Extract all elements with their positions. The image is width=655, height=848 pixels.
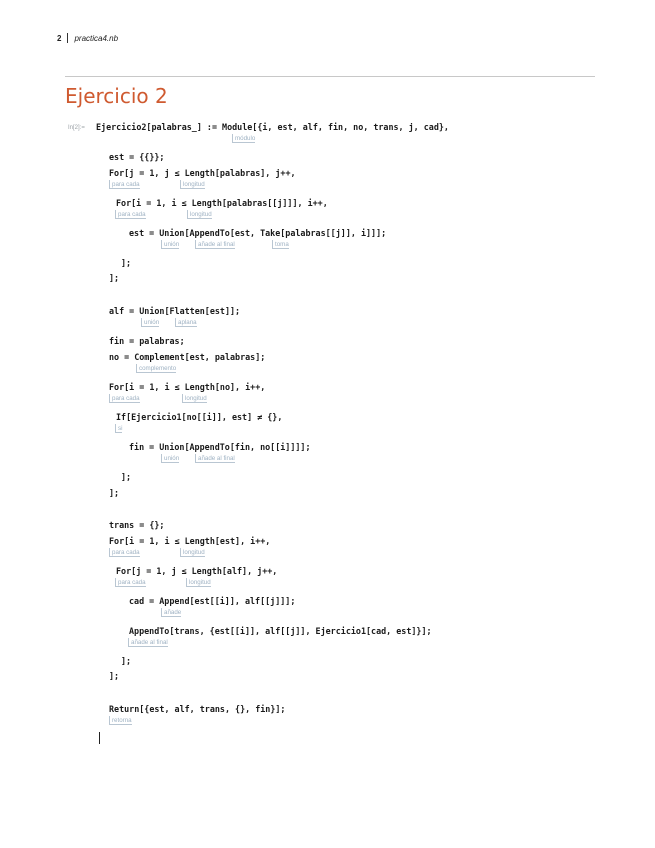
code-line[interactable]: alf = Union[Flatten[est]]; [109,306,241,316]
tooltip-union: unión [141,318,159,327]
code-line[interactable]: trans = {}; [109,520,165,530]
input-label: In[2]:= [68,125,85,131]
code-line[interactable]: For[i = 1, i ≤ Length[est], i++, [109,536,271,546]
tooltip-longitud: longitud [180,548,205,557]
code-line[interactable]: no = Complement[est, palabras]; [109,352,266,362]
code-line[interactable]: Return[{est, alf, trans, {}, fin}]; [109,704,286,714]
code-line[interactable]: ]; [121,258,132,268]
section-title[interactable]: Ejercicio 2 [65,84,168,108]
code-line[interactable]: For[i = 1, i ≤ Length[palabras[[j]]], i++, [116,198,328,208]
code-line[interactable]: ]; [121,472,132,482]
page-number: 2 [57,34,62,43]
tooltip-longitud: longitud [180,180,205,189]
code-line[interactable]: est = {{}}; [109,152,165,162]
tooltip-anade-al-final: añade al final [195,240,235,249]
tooltip-union: unión [161,240,179,249]
tooltip-anade: añade [161,608,181,617]
code-line[interactable]: Ejercicio2[palabras_] := Module[{i, est, alf, fin, no, trans, j, cad}, [96,122,449,132]
tooltip-anade-al-final: añade al final [128,638,168,647]
tooltip-si: si [115,424,122,433]
code-line[interactable]: AppendTo[trans, {est[[i]], alf[[j]], Ejercicio1[cad, est]}]; [129,626,432,636]
tooltip-longitud: longitud [187,210,212,219]
tooltip-para-cada: para cada [115,210,146,219]
code-line[interactable]: fin = Union[AppendTo[fin, no[[i]]]]; [129,442,311,452]
code-line[interactable]: ]; [109,671,120,681]
code-line[interactable]: If[Ejercicio1[no[[i]], est] ≠ {}, [116,412,283,422]
tooltip-para-cada: para cada [109,180,140,189]
tooltip-aplana: aplana [175,318,197,327]
header-divider [67,33,68,43]
page-header [57,33,118,43]
tooltip-modulo: módulo [232,134,255,143]
tooltip-union: unión [161,454,179,463]
code-line[interactable]: cad = Append[est[[i]], alf[[j]]]; [129,596,296,606]
code-line[interactable]: For[i = 1, i ≤ Length[no], i++, [109,382,266,392]
tooltip-para-cada: para cada [115,578,146,587]
tooltip-longitud: longitud [186,578,211,587]
tooltip-para-cada: para cada [109,548,140,557]
tooltip-complemento: complemento [136,364,176,373]
tooltip-retorna: retorna [109,716,132,725]
tooltip-longitud: longitud [182,394,207,403]
code-line[interactable]: est = Union[AppendTo[est, Take[palabras[[j]], i]]]; [129,228,387,238]
tooltip-anade-al-final: añade al final [195,454,235,463]
code-line[interactable]: For[j = 1, j ≤ Length[alf], j++, [116,566,278,576]
code-line[interactable]: For[j = 1, j ≤ Length[palabras], j++, [109,168,296,178]
code-line[interactable]: ]; [109,488,120,498]
tooltip-toma: toma [272,240,289,249]
section-divider [65,76,595,77]
code-line[interactable]: fin = palabras; [109,336,185,346]
code-line[interactable]: ]; [109,273,120,283]
notebook-filename: practica4.nb [74,34,119,43]
code-line[interactable]: ]; [121,656,132,666]
closing-bracket [99,732,100,744]
tooltip-para-cada: para cada [109,394,140,403]
